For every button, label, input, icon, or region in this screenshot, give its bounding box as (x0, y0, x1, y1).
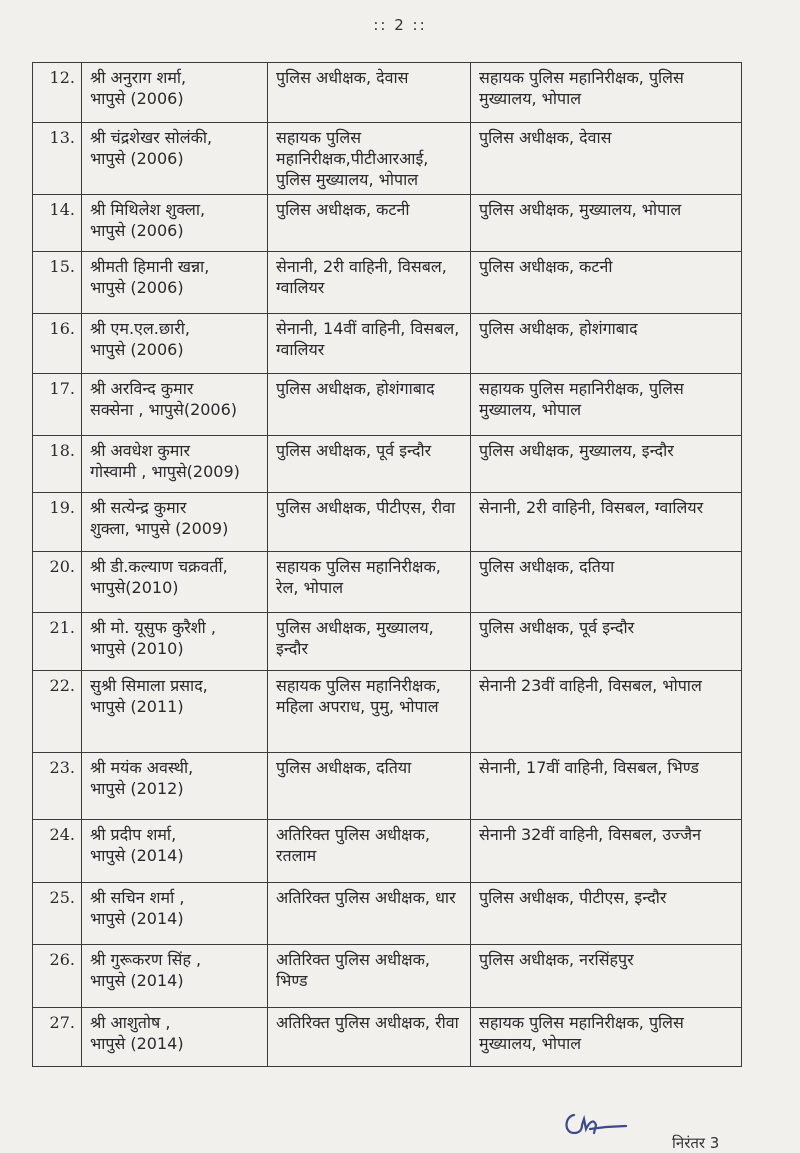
page-number: :: 2 :: (373, 16, 427, 34)
officer-name: श्री मयंक अवस्थी, (90, 758, 194, 777)
table-row (33, 671, 742, 753)
officer-name: श्री सत्येन्द्र कुमार (90, 498, 187, 517)
serial-number: 20. (33, 552, 82, 613)
serial-number: 14. (33, 195, 82, 252)
new-posting: पुलिस अधीक्षक, दतिया (471, 552, 742, 613)
officer-service: भापुसे (2014) (90, 909, 184, 928)
officer-service: भापुसे (2006) (90, 340, 184, 359)
new-posting: पुलिस अधीक्षक, नरसिंहपुर (471, 945, 742, 1008)
current-posting: सेनानी, 2री वाहिनी, विसबल, ग्वालियर (268, 252, 471, 314)
serial-number: 25. (33, 883, 82, 945)
new-posting: पुलिस अधीक्षक, होशंगाबाद (471, 314, 742, 374)
officer-name: श्री आशुतोष , (90, 1013, 171, 1032)
current-posting: पुलिस अधीक्षक, पीटीएस, रीवा (268, 493, 471, 552)
officer-service: भापुसे (2011) (90, 697, 184, 716)
officer-service: शुक्ला, भापुसे (2009) (90, 519, 229, 538)
officer-cell (82, 753, 268, 820)
officer-name: सुश्री सिमाला प्रसाद, (90, 676, 208, 695)
new-posting: सेनानी, 17वीं वाहिनी, विसबल, भिण्ड (471, 753, 742, 820)
officer-cell (82, 493, 268, 552)
table-row (33, 374, 742, 436)
officer-cell (82, 613, 268, 671)
serial-number: 21. (33, 613, 82, 671)
serial-number: 24. (33, 820, 82, 883)
current-posting: पुलिस अधीक्षक, कटनी (268, 195, 471, 252)
officer-cell (82, 252, 268, 314)
new-posting: पुलिस अधीक्षक, मुख्यालय, इन्दौर (471, 436, 742, 493)
table-row (33, 493, 742, 552)
officer-service: भापुसे(2010) (90, 578, 179, 597)
officer-cell (82, 63, 268, 123)
officer-name: श्री मो. यूसुफ कुरैशी , (90, 618, 216, 637)
current-posting: अतिरिक्त पुलिस अधीक्षक, रतलाम (268, 820, 471, 883)
signature-mark (560, 1103, 640, 1143)
table-row (33, 252, 742, 314)
officer-cell (82, 436, 268, 493)
officer-service: भापुसे (2006) (90, 149, 184, 168)
serial-number: 13. (33, 123, 82, 195)
serial-number: 12. (33, 63, 82, 123)
new-posting: पुलिस अधीक्षक, पूर्व इन्दौर (471, 613, 742, 671)
table-row (33, 945, 742, 1008)
current-posting: अतिरिक्त पुलिस अधीक्षक, धार (268, 883, 471, 945)
officer-service: भापुसे (2006) (90, 221, 184, 240)
officer-name: श्री अवधेश कुमार (90, 441, 191, 460)
officer-service: भापुसे (2010) (90, 639, 184, 658)
officer-name: श्री एम.एल.छारी, (90, 319, 190, 338)
serial-number: 26. (33, 945, 82, 1008)
current-posting: पुलिस अधीक्षक, होशंगाबाद (268, 374, 471, 436)
table-row (33, 195, 742, 252)
new-posting: पुलिस अधीक्षक, मुख्यालय, भोपाल (471, 195, 742, 252)
table-row (33, 63, 742, 123)
officer-service: गोस्वामी , भापुसे(2009) (90, 462, 240, 481)
new-posting: सेनानी, 2री वाहिनी, विसबल, ग्वालियर (471, 493, 742, 552)
officer-cell (82, 374, 268, 436)
officer-cell (82, 945, 268, 1008)
table-row (33, 314, 742, 374)
officer-name: श्री डी.कल्याण चक्रवर्ती, (90, 557, 228, 576)
officer-service: सक्सेना , भापुसे(2006) (90, 400, 238, 419)
officer-service: भापुसे (2006) (90, 89, 184, 108)
officer-service: भापुसे (2014) (90, 846, 184, 865)
officer-name: श्री अरविन्द कुमार (90, 379, 194, 398)
officer-cell (82, 552, 268, 613)
table-row (33, 613, 742, 671)
current-posting: अतिरिक्त पुलिस अधीक्षक, रीवा (268, 1008, 471, 1067)
new-posting: सेनानी 23वीं वाहिनी, विसबल, भोपाल (471, 671, 742, 753)
new-posting: पुलिस अधीक्षक, कटनी (471, 252, 742, 314)
officer-cell (82, 314, 268, 374)
new-posting: सहायक पुलिस महानिरीक्षक, पुलिस मुख्यालय, भोपाल (471, 1008, 742, 1067)
current-posting: पुलिस अधीक्षक, दतिया (268, 753, 471, 820)
officer-cell (82, 195, 268, 252)
officer-service: भापुसे (2014) (90, 971, 184, 990)
officer-name: श्री गुरूकरण सिंह , (90, 950, 202, 969)
continued-note: निरंतर 3 (672, 1134, 720, 1152)
officer-cell (82, 123, 268, 195)
new-posting: सहायक पुलिस महानिरीक्षक, पुलिस मुख्यालय, भोपाल (471, 63, 742, 123)
current-posting: पुलिस अधीक्षक, मुख्यालय, इन्दौर (268, 613, 471, 671)
serial-number: 15. (33, 252, 82, 314)
current-posting: सहायक पुलिस महानिरीक्षक,पीटीआरआई, पुलिस मुख्यालय, भोपाल (268, 123, 471, 195)
officer-name: श्री मिथिलेश शुक्ला, (90, 200, 206, 219)
table-row (33, 1008, 742, 1067)
officer-cell (82, 820, 268, 883)
serial-number: 22. (33, 671, 82, 753)
officer-name: श्री प्रदीप शर्मा, (90, 825, 177, 844)
officer-name: श्री सचिन शर्मा , (90, 888, 185, 907)
serial-number: 16. (33, 314, 82, 374)
serial-number: 23. (33, 753, 82, 820)
officer-service: भापुसे (2012) (90, 779, 184, 798)
current-posting: पुलिस अधीक्षक, पूर्व इन्दौर (268, 436, 471, 493)
table-row (33, 753, 742, 820)
new-posting: पुलिस अधीक्षक, पीटीएस, इन्दौर (471, 883, 742, 945)
transfer-table (32, 62, 742, 1067)
new-posting: सेनानी 32वीं वाहिनी, विसबल, उज्जैन (471, 820, 742, 883)
current-posting: सहायक पुलिस महानिरीक्षक, रेल, भोपाल (268, 552, 471, 613)
table-row (33, 552, 742, 613)
table-row (33, 883, 742, 945)
current-posting: सहायक पुलिस महानिरीक्षक, महिला अपराध, पुमु, भोपाल (268, 671, 471, 753)
current-posting: सेनानी, 14वीं वाहिनी, विसबल, ग्वालियर (268, 314, 471, 374)
current-posting: पुलिस अधीक्षक, देवास (268, 63, 471, 123)
current-posting: अतिरिक्त पुलिस अधीक्षक, भिण्ड (268, 945, 471, 1008)
serial-number: 17. (33, 374, 82, 436)
officer-name: श्री अनुराग शर्मा, (90, 68, 187, 87)
table-row (33, 820, 742, 883)
officer-cell (82, 1008, 268, 1067)
new-posting: पुलिस अधीक्षक, देवास (471, 123, 742, 195)
officer-service: भापुसे (2014) (90, 1034, 184, 1053)
officer-name: श्रीमती हिमानी खन्ना, (90, 257, 210, 276)
officer-cell (82, 883, 268, 945)
serial-number: 18. (33, 436, 82, 493)
officer-service: भापुसे (2006) (90, 278, 184, 297)
table-row (33, 123, 742, 195)
serial-number: 27. (33, 1008, 82, 1067)
serial-number: 19. (33, 493, 82, 552)
table-row (33, 436, 742, 493)
officer-name: श्री चंद्रशेखर सोलंकी, (90, 128, 213, 147)
new-posting: सहायक पुलिस महानिरीक्षक, पुलिस मुख्यालय, भोपाल (471, 374, 742, 436)
officer-cell (82, 671, 268, 753)
